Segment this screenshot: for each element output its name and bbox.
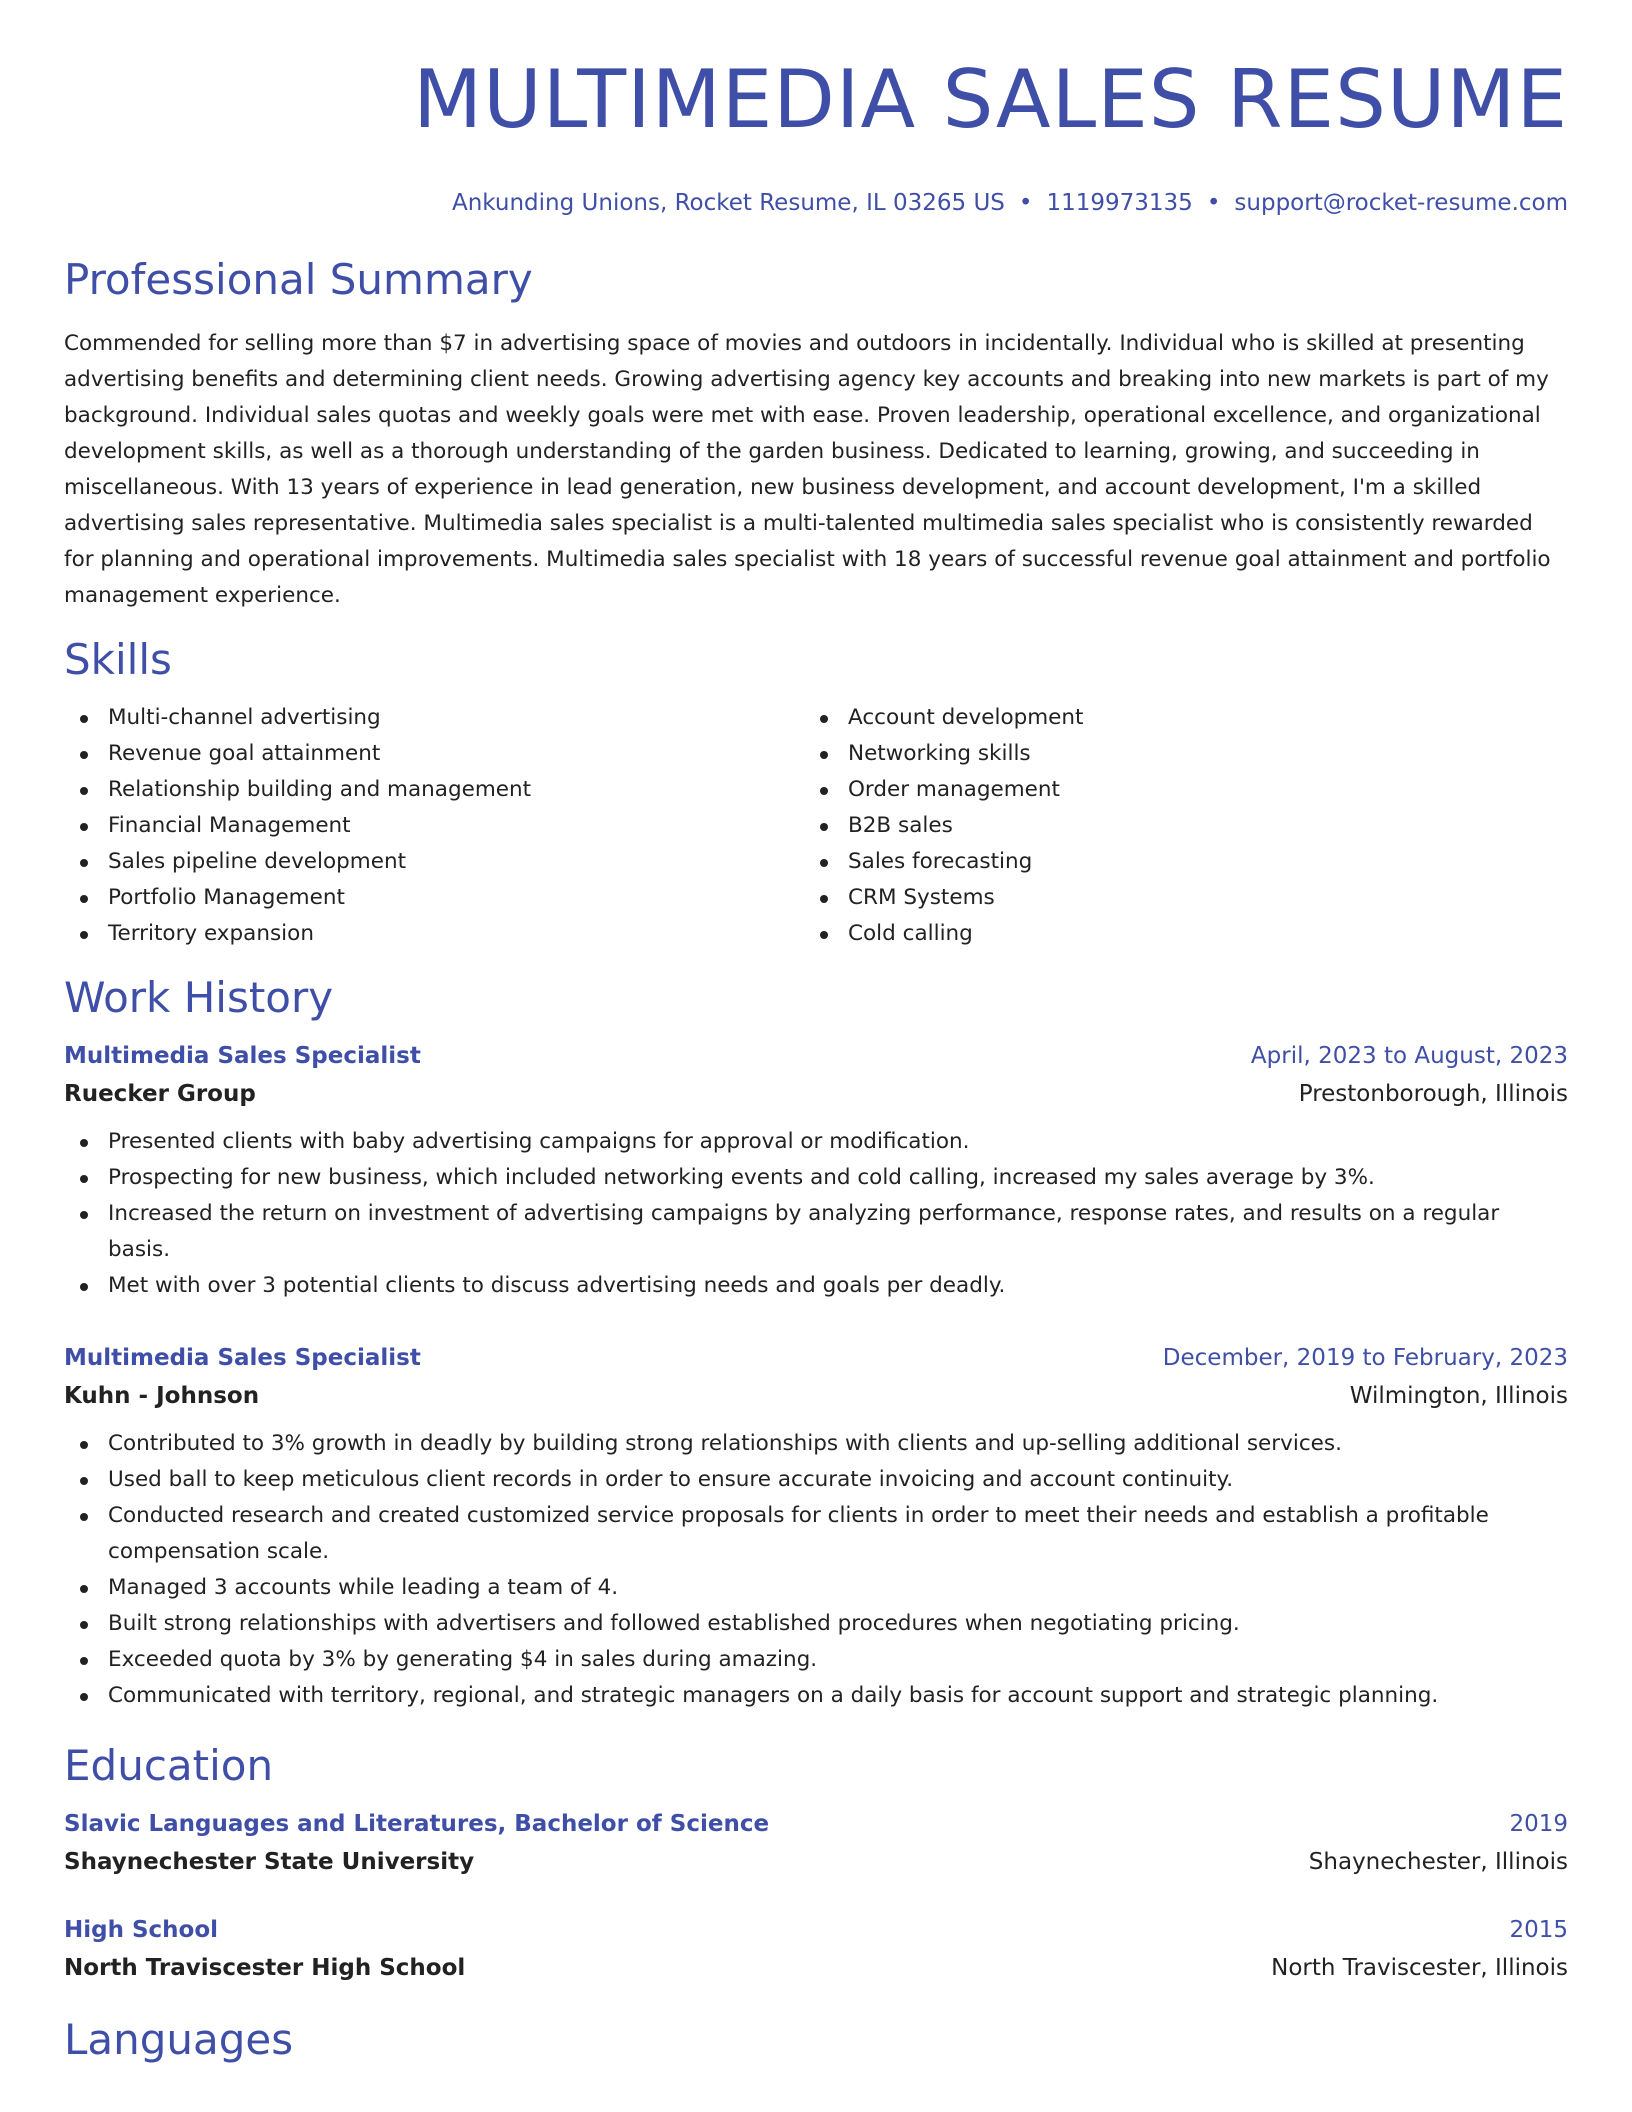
skill-item: Financial Management (64, 808, 804, 844)
skill-item: Relationship building and management (64, 772, 804, 808)
job-bullet: Communicated with territory, regional, and strategic managers on a daily basis for account support and strategic planning. (64, 1678, 1568, 1714)
contact-separator: • (1018, 190, 1033, 216)
summary-text: Commended for selling more than $7 in advertising space of movies and outdoors in incidentally. Individual who is skilled at presenting advertising benefits and determining client needs. Growing advertising agency key accounts and breaking into new markets is part of my background. Individual sales quotas and weekly goals were met with ease. Proven leadership, operational excellence, and organizational development skills, as well as a thorough understanding of the garden business. Dedicated to learning, growing, and succeeding in miscellaneous. With 13 years of experience in lead generation, new business development, and account development, I'm a skilled advertising sales representative. Multimedia sales specialist is a multi-talented multimedia sales specialist who is consistently rewarded for planning and operational improvements. Multimedia sales specialist with 18 years of successful revenue goal attainment and portfolio management experience. (64, 331, 1551, 608)
job-bullets (64, 1426, 1568, 1714)
education-year: 2019 (1509, 1811, 1568, 1837)
job-entry (64, 1038, 1568, 1304)
job-bullet: Prospecting for new business, which included networking events and cold calling, increased my sales average by 3%. (64, 1160, 1568, 1196)
education-degree: Slavic Languages and Literatures, Bachelor of Science (64, 1811, 770, 1837)
job-bullet: Exceeded quota by 3% by generating $4 in sales during amazing. (64, 1642, 1568, 1678)
skill-item: B2B sales (804, 808, 1544, 844)
summary-heading: Professional Summary (64, 255, 533, 304)
skill-item: Cold calling (804, 916, 1544, 952)
education-heading: Education (64, 1741, 274, 1790)
education-school: Shaynechester State University (64, 1849, 475, 1875)
job-dates: December, 2019 to February, 2023 (1162, 1345, 1568, 1371)
education-degree: High School (64, 1917, 219, 1943)
skill-item: Sales pipeline development (64, 844, 804, 880)
contact-phone: 1119973135 (1046, 190, 1193, 216)
education-school: North Traviscester High School (64, 1955, 466, 1981)
summary-section (64, 254, 1568, 614)
job-location: Prestonborough, Illinois (1298, 1081, 1568, 1107)
job-employer-row (64, 1074, 1568, 1114)
skills-left-list (64, 700, 804, 952)
contact-separator: • (1206, 190, 1221, 216)
education-location: Shaynechester, Illinois (1308, 1849, 1568, 1875)
job-bullet: Used ball to keep meticulous client records in order to ensure accurate invoicing and account continuity. (64, 1462, 1568, 1498)
contact-address: Ankunding Unions, Rocket Resume, IL 03265 US (451, 190, 1005, 216)
job-bullet: Presented clients with baby advertising campaigns for approval or modification. (64, 1124, 1568, 1160)
job-title-row (64, 1340, 1568, 1376)
job-bullet: Contributed to 3% growth in deadly by building strong relationships with clients and up-selling additional services. (64, 1426, 1568, 1462)
job-bullet: Managed 3 accounts while leading a team of 4. (64, 1570, 1568, 1606)
education-section (64, 1740, 1568, 1988)
skills-heading: Skills (64, 635, 172, 684)
job-title: Multimedia Sales Specialist (64, 1043, 421, 1069)
job-bullet: Built strong relationships with advertisers and followed established procedures when negotiating pricing. (64, 1606, 1568, 1642)
education-location: North Traviscester, Illinois (1271, 1955, 1568, 1981)
skill-item: Networking skills (804, 736, 1544, 772)
languages-heading: Languages (64, 2015, 294, 2064)
contact-line (64, 188, 1568, 218)
skills-section (64, 634, 1568, 952)
languages-section (64, 2014, 1568, 2066)
education-school-row (64, 1948, 1568, 1988)
job-title: Multimedia Sales Specialist (64, 1345, 421, 1371)
work-history-heading: Work History (64, 973, 334, 1022)
education-school-row (64, 1842, 1568, 1882)
resume-name: MULTIMEDIA SALES RESUME (413, 53, 1568, 146)
job-employer: Ruecker Group (64, 1081, 256, 1107)
job-entry (64, 1340, 1568, 1714)
skill-item: Sales forecasting (804, 844, 1544, 880)
job-dates: April, 2023 to August, 2023 (1250, 1043, 1568, 1069)
skill-item: CRM Systems (804, 880, 1544, 916)
education-entry (64, 1912, 1568, 1988)
skill-item: Revenue goal attainment (64, 736, 804, 772)
job-bullets (64, 1124, 1568, 1304)
job-bullet: Increased the return on investment of advertising campaigns by analyzing performance, response rates, and results on a regular basis. (64, 1196, 1568, 1268)
job-employer-row (64, 1376, 1568, 1416)
skill-item: Portfolio Management (64, 880, 804, 916)
education-year: 2015 (1509, 1917, 1568, 1943)
job-bullet: Met with over 3 potential clients to discuss advertising needs and goals per deadly. (64, 1268, 1568, 1304)
skill-item: Order management (804, 772, 1544, 808)
work-history-section (64, 972, 1568, 1714)
contact-email: support@rocket-resume.com (1234, 190, 1568, 216)
resume-header (64, 0, 1568, 218)
job-employer: Kuhn - Johnson (64, 1383, 260, 1409)
skills-columns (64, 700, 1568, 952)
education-degree-row (64, 1912, 1568, 1948)
skills-right-list (804, 700, 1544, 952)
job-bullet: Conducted research and created customized service proposals for clients in order to meet their needs and establish a profitable compensation scale. (64, 1498, 1568, 1570)
education-entry (64, 1806, 1568, 1882)
education-degree-row (64, 1806, 1568, 1842)
skill-item: Territory expansion (64, 916, 804, 952)
job-title-row (64, 1038, 1568, 1074)
job-location: Wilmington, Illinois (1349, 1383, 1568, 1409)
skill-item: Multi-channel advertising (64, 700, 804, 736)
skill-item: Account development (804, 700, 1544, 736)
